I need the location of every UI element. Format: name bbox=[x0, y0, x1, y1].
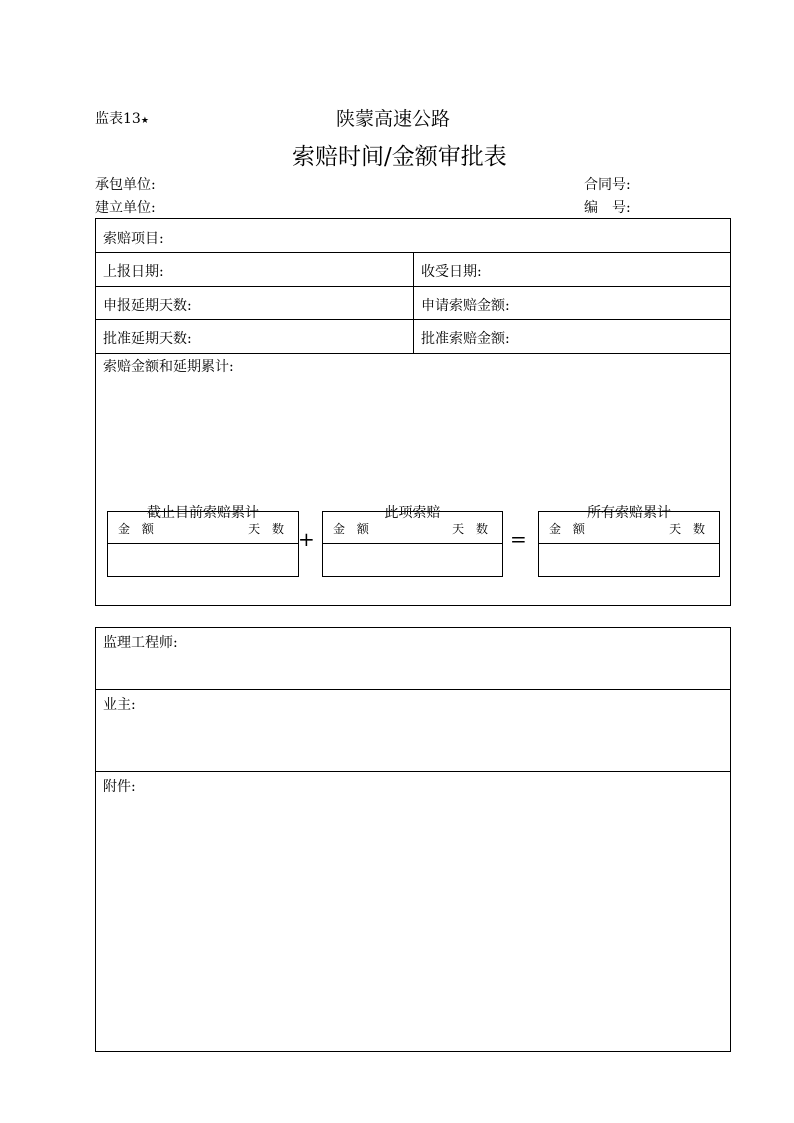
receive-date-label: 收受日期: bbox=[421, 264, 482, 280]
extension-days-approved-label: 批准延期天数: bbox=[103, 331, 192, 347]
box-divider bbox=[539, 543, 719, 544]
cumulative-to-date-caption: 截止目前索赔累计 bbox=[147, 505, 259, 521]
box-divider bbox=[323, 543, 502, 544]
days-label: 天 数 bbox=[452, 522, 492, 536]
engineer-label: 监理工程师: bbox=[103, 635, 178, 651]
report-date-label: 上报日期: bbox=[103, 264, 164, 280]
amount-label: 金 额 bbox=[333, 522, 373, 536]
row-divider bbox=[95, 353, 731, 354]
company-name: 陕蒙高速公路 bbox=[336, 108, 451, 130]
claim-amount-approved-label: 批准索赔金额: bbox=[421, 331, 510, 347]
extension-days-requested-label: 申报延期天数: bbox=[103, 298, 192, 314]
form-code: 监表13★ bbox=[95, 111, 149, 127]
this-claim-caption: 此项索赔 bbox=[384, 505, 441, 521]
box-divider bbox=[108, 543, 298, 544]
total-cumulative-caption: 所有索赔累计 bbox=[587, 505, 671, 521]
amount-label: 金 额 bbox=[118, 522, 158, 536]
serial-no-label: 编 号: bbox=[584, 200, 631, 216]
amount-label: 金 额 bbox=[549, 522, 589, 536]
attachments-label: 附件: bbox=[103, 779, 136, 795]
supervisor-unit-label: 建立单位: bbox=[95, 200, 156, 216]
cumulative-label: 索赔金额和延期累计: bbox=[103, 359, 234, 375]
contract-no-label: 合同号: bbox=[584, 177, 631, 193]
contractor-label: 承包单位: bbox=[95, 177, 156, 193]
owner-label: 业主: bbox=[103, 697, 136, 713]
column-divider bbox=[413, 252, 414, 353]
claim-item-label: 索赔项目: bbox=[103, 231, 164, 247]
signoff-table bbox=[95, 627, 731, 1052]
form-code-mark: ★ bbox=[140, 116, 149, 126]
equals-sign: = bbox=[510, 527, 527, 551]
page-title: 索赔时间/金额审批表 bbox=[292, 144, 507, 170]
row-divider bbox=[95, 771, 731, 772]
plus-sign: + bbox=[298, 527, 315, 551]
days-label: 天 数 bbox=[248, 522, 288, 536]
days-label: 天 数 bbox=[669, 522, 709, 536]
claim-amount-requested-label: 申请索赔金额: bbox=[421, 298, 510, 314]
row-divider bbox=[95, 689, 731, 690]
